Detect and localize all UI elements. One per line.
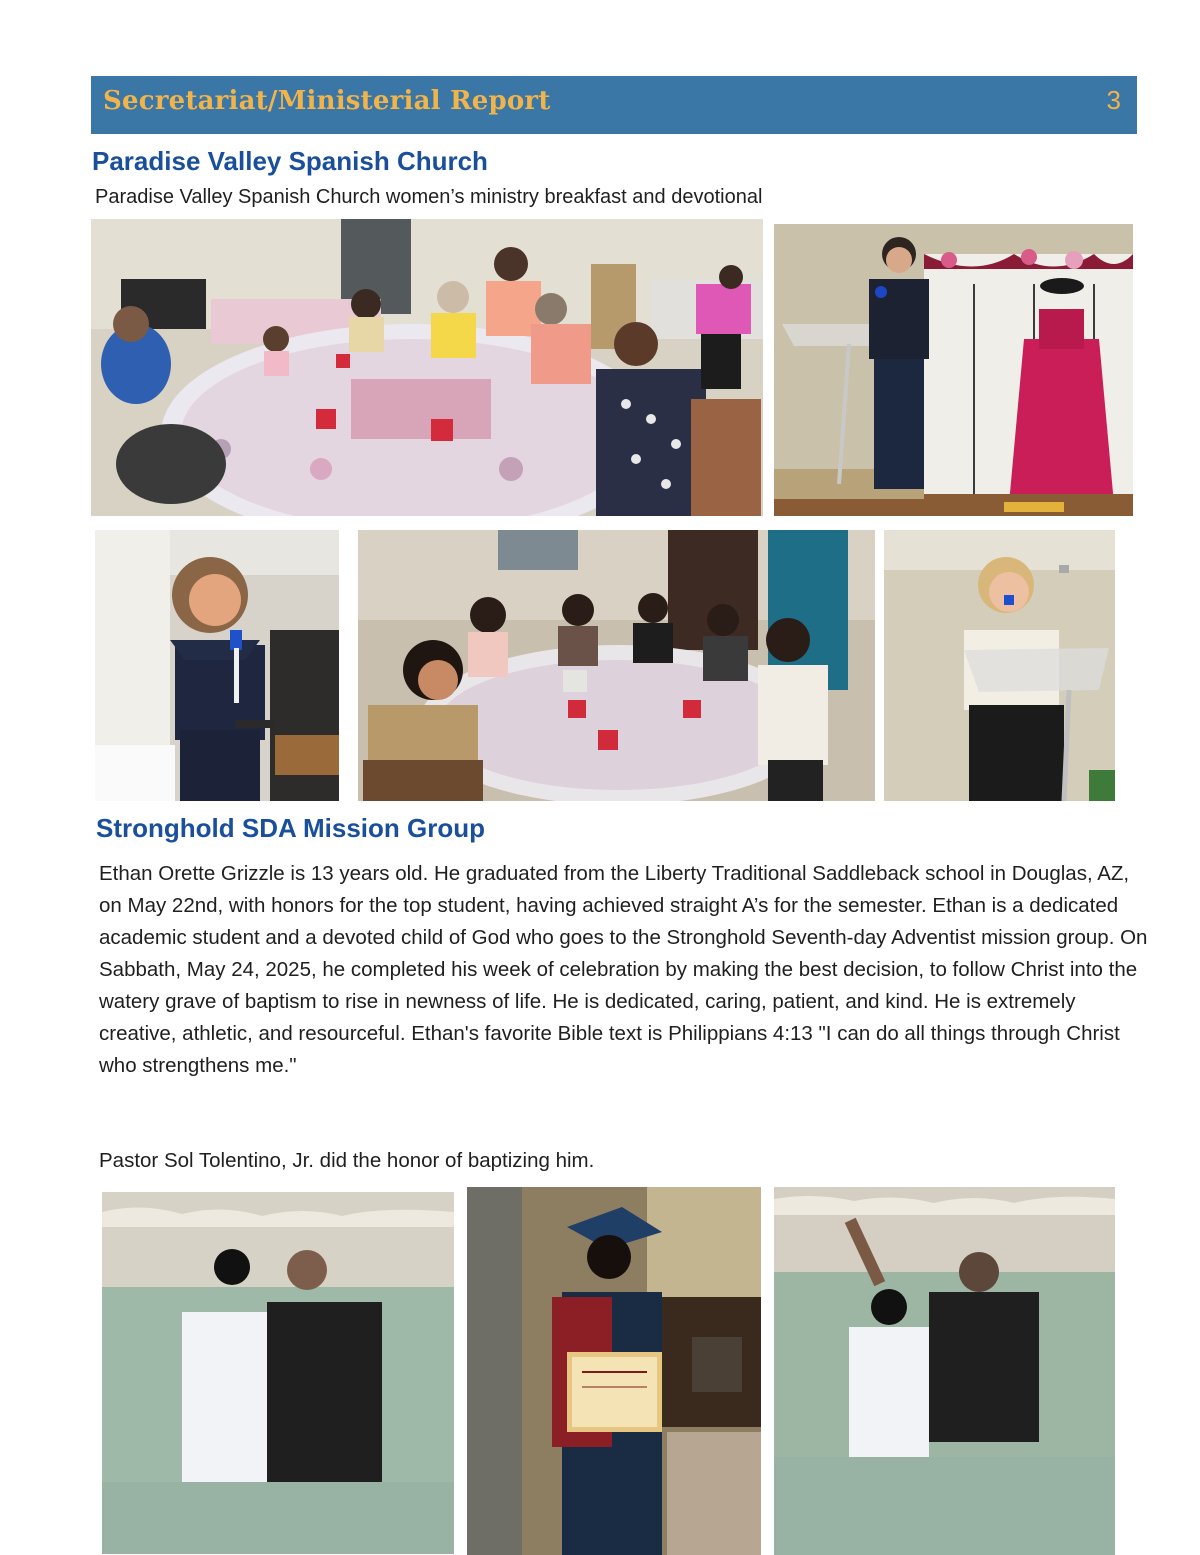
section-title-stronghold: Stronghold SDA Mission Group [96, 813, 486, 843]
report-title: Secretariat/Ministerial Report [103, 86, 551, 116]
pastor-baptism-line: Pastor Sol Tolentino, Jr. did the honor of baptizing him. [99, 1149, 595, 1172]
photo-breakfast-table [91, 219, 763, 516]
section-title-paradise-valley: Paradise Valley Spanish Church [92, 146, 488, 176]
page-number: 3 [1106, 85, 1121, 115]
report-header [91, 76, 1137, 134]
photo-woman-microphone [95, 530, 339, 801]
photo-baptism-standing [102, 1192, 454, 1554]
photo-graduation-certificate [467, 1187, 761, 1555]
photo-speaker-red-dress [774, 224, 1133, 516]
photo-baptism-action [774, 1187, 1115, 1555]
photo-woman-singing [884, 530, 1115, 801]
ethan-paragraph: Ethan Orette Grizzle is 13 years old. He graduated from the Liberty Traditional Saddleback school in Douglas, AZ, on May 22nd, with honors for the top student, having achieved straight A’s for the semester. Ethan is a dedicated academic student and a devoted child of God who goes to the Stronghold Seventh-day Adventist mission group. On Sabbath, May 24, 2025, he completed his week of celebration by making the best decision, to follow Christ into the watery grave of baptism to rise in newness of life. He is dedicated, caring, patient, and kind. He is extremely creative, athletic, and resourceful. Ethan's favorite Bible text is Philippians 4:13 "I can do all things through Christ who strengthens me." [99, 862, 1148, 1077]
photo-group-table [358, 530, 875, 801]
section-caption-paradise-valley: Paradise Valley Spanish Church women’s ministry breakfast and devotional [95, 186, 763, 208]
